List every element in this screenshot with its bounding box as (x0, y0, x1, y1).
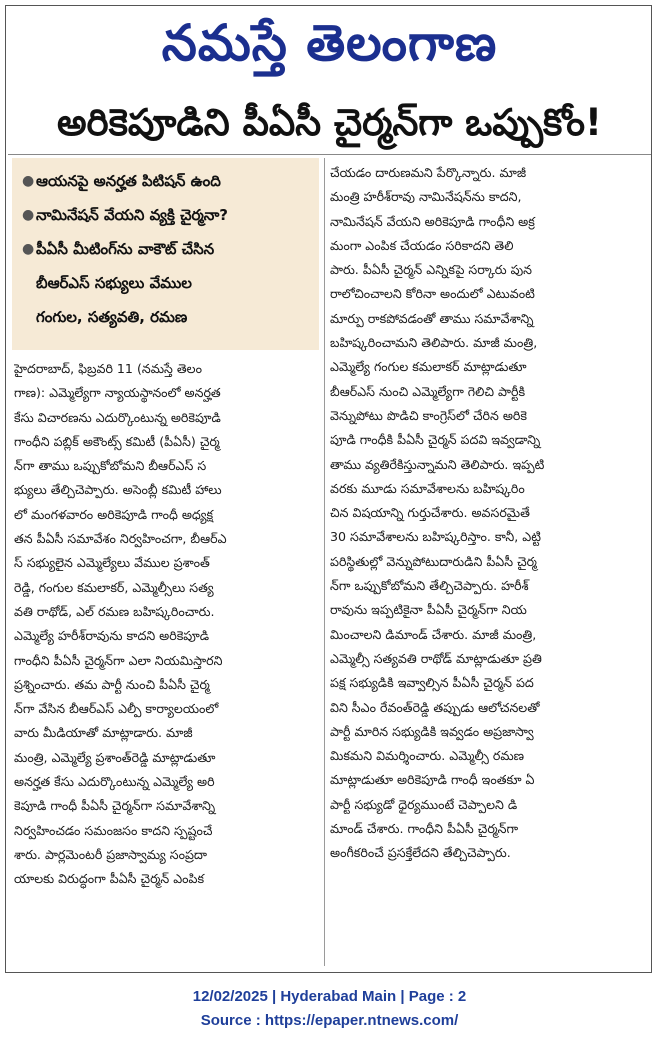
column-divider (324, 158, 325, 966)
edition-info: 12/02/2025 | Hyderabad Main | Page : 2 (192, 988, 467, 1005)
article-text-line: రెడ్డి, గంగుల కమలాకర్, ఎమ్మెల్సీలు సత్య (14, 579, 214, 595)
article-text-line: విని సీఎం రేవంత్‌రెడ్డి తప్పుడు ఆలోచనలతో (330, 699, 540, 715)
article-text-line: పక్ష సభ్యుడికి ఇవ్వాల్సిన పీఏసీ చైర్మన్ పద (330, 675, 534, 691)
article-text-line: చేయడం దారుణమని పేర్కొన్నారు. మాజీ (330, 165, 527, 180)
article-text-line: ప్రశ్నించారు. తమ పార్టీ నుంచి పీఏసీ చైర్మ (14, 676, 210, 692)
article-text-line: స్ సభ్యులైన ఎమ్మెల్యేలు వేముల ప్రశాంత్ (14, 555, 210, 571)
article-text-line: మంగా ఎంపిక చేయడం సరికాదని తెలి (330, 237, 514, 253)
article-text-line: వరకు మూడు సమావేశాలను బహిష్కరిం (330, 480, 525, 496)
bullet-icon: ● (22, 173, 35, 189)
article-body-left-column (14, 357, 320, 892)
article-text-line: బహిష్కరించామని తెలిపారు. మాజీ మంత్రి, (330, 335, 538, 351)
highlight-item (22, 232, 315, 266)
article-text-line: న్‌గా వేసిన బీఆర్‌ఎస్ ఎల్పీ కార్యాలయంలో (14, 701, 219, 717)
article-text-line: ఎమ్మెల్సీ సత్యవతి రాథోడ్ మాట్లాడుతూ ప్రతి (330, 650, 542, 666)
article-text-line: బీఆర్‌ఎస్ నుంచి ఎమ్మెల్యేగా గెలిచి పార్టీకి (330, 383, 526, 399)
article-text-line: వారు మీడియాతో మాట్లాడారు. మాజీ (14, 725, 193, 741)
highlight-text: నామినేషన్ వేయని వ్యక్తి చైర్మనా? (36, 206, 229, 224)
article-text-line: తాము వ్యతిరేకిస్తున్నామని తెలిపారు. ఇప్పటి (330, 456, 545, 472)
article-text-line: మంత్రి హరీశ్‌రావు నామినేషన్‌ను కాదని, (330, 189, 522, 205)
article-text-line: అంగీకరించే ప్రసక్తేలేదని తేల్చిచెప్పారు. (330, 845, 511, 861)
article-text-line: వతి రాథోడ్, ఎల్ రమణ బహిష్కరించారు. (14, 603, 215, 619)
article-text-line: పార్టీ మారిన సభ్యుడికి ఇవ్వడం అప్రజాస్వా (330, 723, 534, 739)
article-text-line: చిన విషయాన్ని గుర్తుచేశారు. అవసరమైతే (330, 505, 530, 521)
article-text-line: తన పీఏసీ సమావేశం నిర్వహించగా, బీఆర్‌ఎ (14, 531, 227, 547)
article-headline: అరికెపూడిని పీఏసీ చైర్మన్‌గా ఒప్పుకోం! (57, 101, 602, 144)
highlight-text: ఆయనపై అనర్హత పిటిషన్ ఉంది (36, 172, 221, 190)
article-text-line: లో మంగళవారం అరికెపూడి గాంధీ అధ్యక్ష (14, 506, 214, 522)
highlights-box (12, 158, 319, 350)
article-text-line: కేసు విచారణను ఎదుర్కొంటున్న అరికెపూడి (14, 409, 221, 425)
article-text-line: కెపూడి గాంధీ పీఏసీ చైర్మన్‌గా సమావేశాన్ని (14, 798, 216, 814)
article-text-line: గాంధీని పబ్లిక్ అకౌంట్స్ కమిటీ (పీఏసీ) చైర్మ (14, 433, 220, 449)
article-text-line: మించాలని డిమాండ్ చేశారు. మాజీ మంత్రి, (330, 626, 537, 642)
article-text-line: న్‌గా తాము ఒప్పుకోబోమని బీఆర్‌ఎస్ స (14, 458, 207, 474)
article-text-line: గాంధీని పీఏసీ చైర్మన్‌గా ఎలా నియమిస్తారని (14, 652, 223, 668)
article-text-line: మాట్లాడుతూ అరికెపూడి గాంధీ ఇంతకూ ఏ (330, 772, 535, 788)
article-text-line: అనర్హత కేసు ఎదుర్కొంటున్న ఎమ్మెల్యే అరి (14, 774, 215, 790)
article-text-line: పూడి గాంధీకి పీఏసీ చైర్మన్ పదవి ఇవ్వడాన్ని (330, 432, 541, 448)
highlight-item (22, 198, 315, 232)
highlight-text: పీఏసీ మీటింగ్‌ను వాకౌట్ చేసిన (36, 240, 215, 258)
article-text-line: 30 సమావేశాలను బహిష్కరిస్తాం. కానీ, ఎట్టి (330, 529, 541, 545)
article-text-line: పారు. పీఏసీ చైర్మన్ ఎన్నికపై సర్కారు పున (330, 262, 532, 278)
article-text-line: రాలోచించాలని కోరినా అందులో ఎటువంటి (330, 286, 535, 302)
article-text-line: రావును ఇప్పటికైనా పీఏసీ చైర్మన్‌గా నియ (330, 602, 527, 618)
article-text-line: మాండ్ చేశారు. గాంధీని పీఏసీ చైర్మన్‌గా (330, 821, 519, 837)
article-text-line: న్‌గా ఒప్పుకోబోమని తేల్చిచెప్పారు. హరీశ్ (330, 578, 529, 594)
highlight-text-continued: గంగుల, సత్యవతి, రమణ (36, 308, 188, 326)
article-text-line: మార్పు రాకపోవడంతో తాము సమావేశాన్ని (330, 310, 534, 326)
article-text-line: నిర్వహించడం సమంజసం కాదని స్పష్టంచే (14, 822, 213, 838)
bullet-icon: ● (22, 207, 35, 223)
highlight-text-continued: బీఆర్‌ఎస్ సభ్యులు వేముల (36, 274, 192, 292)
source-link[interactable]: Source : https://epaper.ntnews.com/ (200, 1012, 459, 1029)
article-text-line: యాలకు విరుద్ధంగా పీఏసీ చైర్మన్ ఎంపిక (14, 871, 205, 887)
article-text-line: నామినేషన్ వేయని అరికెపూడి గాంధీని అక్ర (330, 213, 535, 229)
article-text-line: హైదరాబాద్, ఫిబ్రవరి 11 (నమస్తే తెలం (14, 361, 202, 376)
headline-divider (8, 154, 651, 155)
article-text-line: గాణ): ఎమ్మెల్యేగా న్యాయస్థానంలో అనర్హత (14, 385, 221, 401)
article-text-line: మికమని విమర్శించారు. ఎమ్మెల్సీ రమణ (330, 748, 525, 764)
article-text-line: భ్యులు తేల్చిచెప్పారు. అసెంబ్లీ కమిటీ హాలు (14, 482, 222, 498)
newspaper-masthead: నమస్తే తెలంగాణ (161, 14, 498, 72)
bullet-icon: ● (22, 241, 35, 257)
highlight-item (22, 164, 315, 198)
article-text-line: పరిస్థితుల్లో వెన్నుపోటుదారుడిని పీఏసీ చైర్మ (330, 553, 537, 569)
article-text-line: మంత్రి, ఎమ్మెల్యే ప్రశాంత్‌రెడ్డి మాట్లాడుతూ (14, 749, 216, 765)
article-text-line: ఎమ్మెల్యే గంగుల కమలాకర్ మాట్లాడుతూ (330, 359, 527, 375)
article-body-right-column (330, 161, 648, 866)
article-text-line: పార్టీ సభ్యుడో ధైర్యముంటే చెప్పాలని డి (330, 796, 518, 812)
article-text-line: శారు. పార్లమెంటరీ ప్రజాస్వామ్య సంప్రదా (14, 846, 208, 862)
article-text-line: ఎమ్మెల్యే హరీశ్‌రావును కాదని అరికెపూడి (14, 628, 210, 644)
article-text-line: వెన్నుపోటు పొడిచి కాంగ్రెస్‌లో చేరిన అరికె (330, 407, 527, 423)
